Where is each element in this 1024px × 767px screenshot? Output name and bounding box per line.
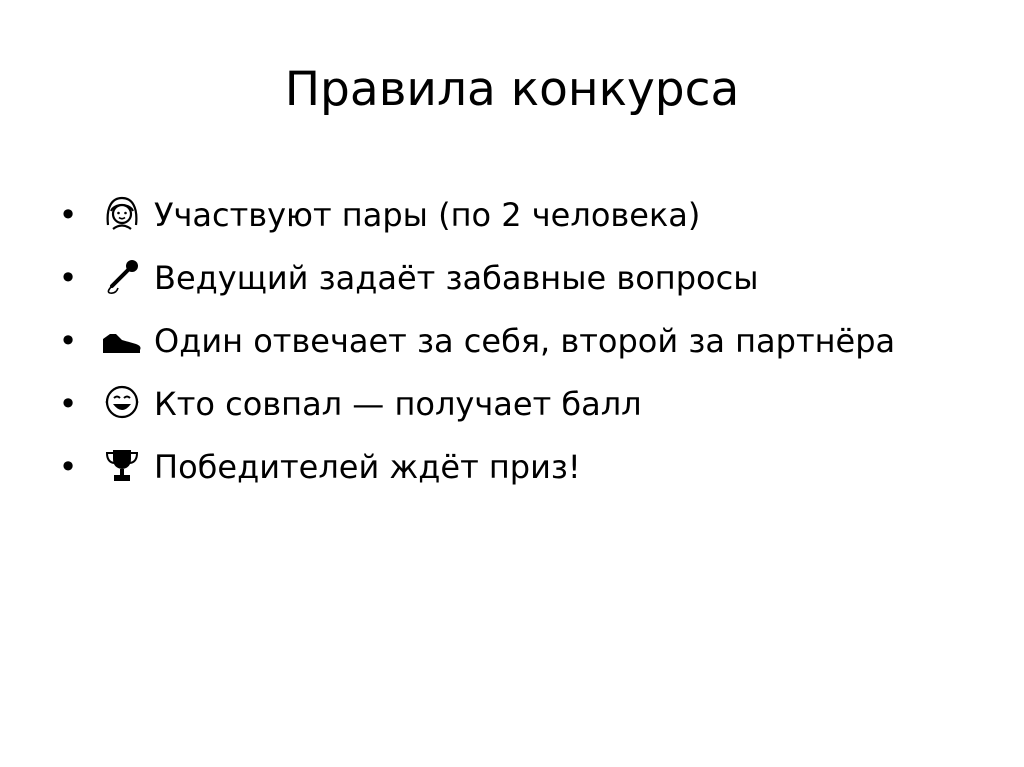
bullet-list xyxy=(58,190,938,505)
microphone-icon xyxy=(100,258,144,294)
slide-title: Правила конкурса xyxy=(284,62,740,117)
bullet-dot: • xyxy=(58,322,78,360)
list-item-text: Победителей ждёт приз! xyxy=(154,448,581,486)
bride-with-veil-icon xyxy=(100,195,144,231)
bullet-dot: • xyxy=(58,259,78,297)
bullet-dot: • xyxy=(58,385,78,423)
list-item-text: Один отвечает за себя, второй за партнёра xyxy=(154,322,896,360)
list-item xyxy=(58,316,938,367)
bullet-dot: • xyxy=(58,196,78,234)
laughing-face-icon xyxy=(100,384,144,420)
list-item xyxy=(58,442,938,493)
list-item xyxy=(58,379,938,430)
bullet-dot: • xyxy=(58,448,78,486)
list-item xyxy=(58,253,938,304)
list-item-text: Кто совпал — получает балл xyxy=(154,385,642,423)
list-item-text: Участвуют пары (по 2 человека) xyxy=(154,196,701,234)
list-item xyxy=(58,190,938,241)
list-item-text: Ведущий задаёт забавные вопросы xyxy=(154,259,759,297)
trophy-icon xyxy=(100,447,144,483)
shoe-icon xyxy=(100,321,144,357)
